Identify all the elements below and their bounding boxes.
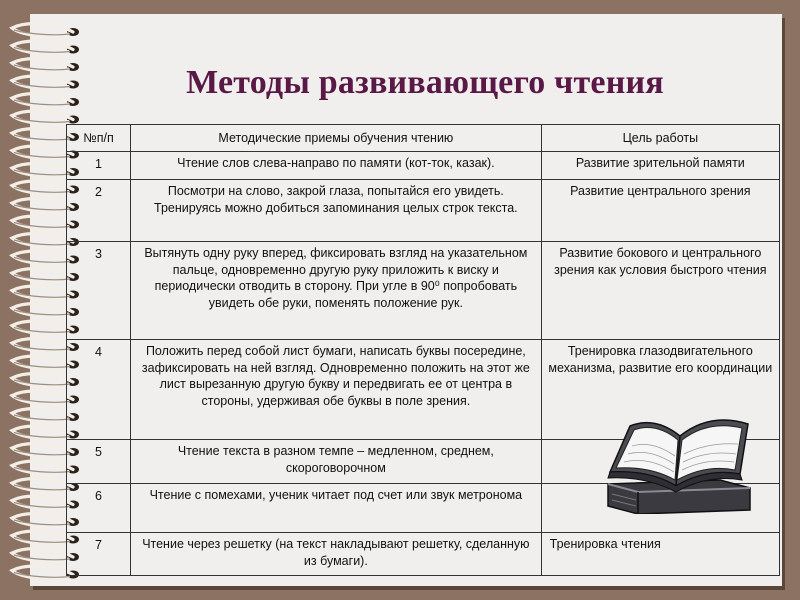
table-row (67, 533, 780, 576)
row-number: 2 (67, 180, 131, 242)
row-method: Чтение слов слева-направо по памяти (кот-ток, казак). (131, 152, 542, 180)
row-number: 4 (67, 340, 131, 440)
table-header-row (67, 125, 780, 152)
table-row (67, 152, 780, 180)
open-book-icon (600, 414, 760, 514)
row-method: Чтение текста в разном темпе – медленном, среднем, скороговорочном (131, 440, 542, 484)
row-method: Чтение с помехами, ученик читает под счет или звук метронома (131, 484, 542, 533)
row-method: Чтение через решетку (на текст накладывают решетку, сделанную из бумаги). (131, 533, 542, 576)
row-goal: Развитие центрального зрения (541, 180, 779, 242)
table-row (67, 242, 780, 340)
row-number: 6 (67, 484, 131, 533)
header-goal: Цель работы (541, 125, 779, 152)
header-method: Методические приемы обучения чтению (131, 125, 542, 152)
row-number: 5 (67, 440, 131, 484)
row-goal: Тренировка чтения (541, 533, 779, 576)
page-title: Методы развивающего чтения (186, 64, 664, 101)
row-number: 3 (67, 242, 131, 340)
row-goal: Развитие зрительной памяти (541, 152, 779, 180)
table-row (67, 180, 780, 242)
row-number: 7 (67, 533, 131, 576)
row-method: Вытянуть одну руку вперед, фиксировать взгляд на указательном пальце, одновременно другую руку приложить к виску и периодически отводить в сторону. При угле в 90⁰ попробовать увидеть обе руки, поменять положение рук. (131, 242, 542, 340)
header-number: №п/п (67, 125, 131, 152)
row-number: 1 (67, 152, 131, 180)
row-goal: Развитие бокового и центрального зрения как условия быстрого чтения (541, 242, 779, 340)
row-method: Положить перед собой лист бумаги, написать буквы посередине, зафиксировать на ней взгляд. Одновременно положить на этот же лист вырезанную другую букву и передвигать ее от центра в стороны, удерживая обе буквы в поле зрения. (131, 340, 542, 440)
row-method: Посмотри на слово, закрой глаза, попытайся его увидеть. Тренируясь можно добиться запоминания целых строк текста. (131, 180, 542, 242)
row-goal: Тренировка глазодвигательного механизма, развитие его координации (541, 340, 779, 440)
